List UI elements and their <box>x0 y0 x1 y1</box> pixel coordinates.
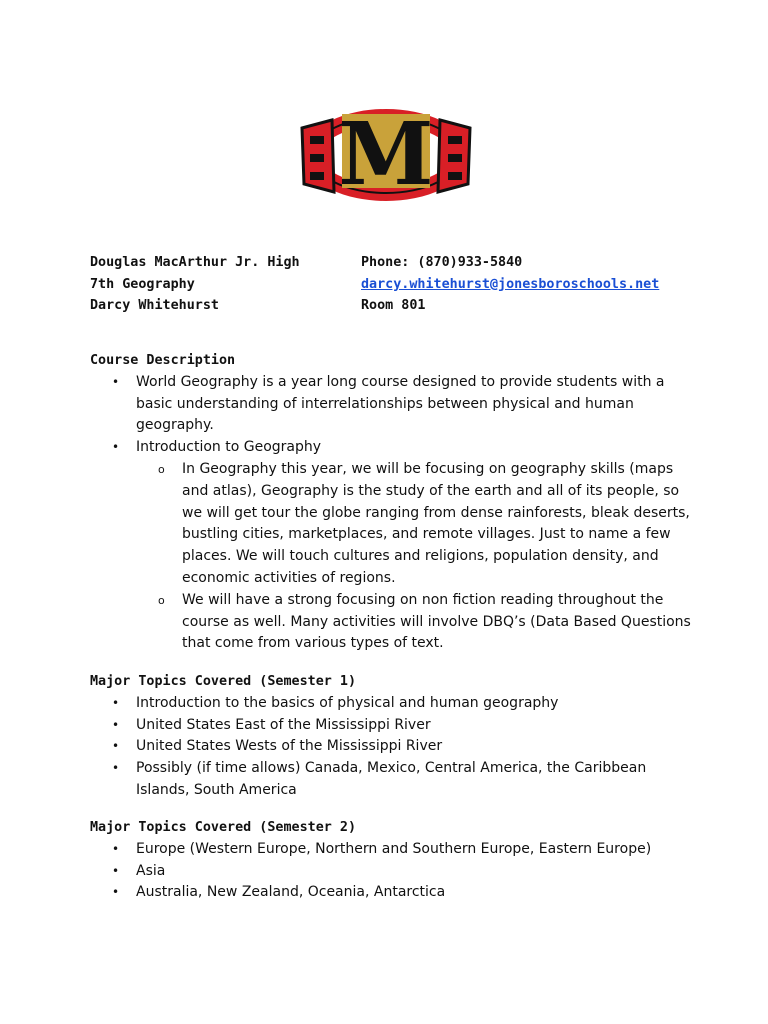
teacher-name: Darcy Whitehurst <box>90 298 219 314</box>
list-item: • Introduction to the basics of physical and human geography <box>90 693 700 715</box>
list-item: • United States Wests of the Mississippi River <box>90 736 700 758</box>
phone-number: Phone: (870)933-5840 <box>361 255 523 270</box>
logo-letter: M <box>338 104 434 205</box>
list-item-label: Introduction to Geography <box>136 439 322 456</box>
list-item: • Australia, New Zealand, Oceania, Antarctica <box>90 882 700 904</box>
semester2-heading: Major Topics Covered (Semester 2) <box>90 820 357 835</box>
school-info <box>90 252 300 317</box>
semester1-section <box>90 671 700 802</box>
list-item: • World Geography is a year long course designed to provide students with a basic understanding of interrelationships between physical and human geography. <box>90 372 700 437</box>
sub-list-item: o We will have a strong focusing on non fiction reading throughout the course as well. Many activities will involve DBQ’s (Data Based Questions that come from various types of text. <box>136 590 700 655</box>
course-description-section <box>90 350 700 655</box>
contact-info <box>361 252 659 317</box>
semester2-section <box>90 817 700 904</box>
room-number: Room 801 <box>361 298 426 314</box>
sub-list-item: o In Geography this year, we will be focusing on geography skills (maps and atlas), Geography is the study of the earth and all of its people, so we will get tour the globe ranging from dense rainforests, bleak deserts, bustling cities, marketplaces, and remote villages. Just to name a few places. We will touch cultures and religions, population density, and economic activities of regions. <box>136 459 700 590</box>
list-item: • Europe (Western Europe, Northern and Southern Europe, Eastern Europe) <box>90 839 700 861</box>
list-item: • Possibly (if time allows) Canada, Mexico, Central America, the Caribbean Islands, South America <box>90 758 700 802</box>
list-item: • United States East of the Mississippi River <box>90 715 700 737</box>
school-name: Douglas MacArthur Jr. High <box>90 255 300 270</box>
semester1-heading: Major Topics Covered (Semester 1) <box>90 674 357 689</box>
course-name: 7th Geography <box>90 276 195 292</box>
list-item <box>90 437 700 655</box>
list-item: • Asia <box>90 861 700 883</box>
course-description-heading: Course Description <box>90 353 236 368</box>
school-logo <box>284 94 488 216</box>
email-link[interactable]: darcy.whitehurst@jonesboroschools.net <box>361 276 660 292</box>
